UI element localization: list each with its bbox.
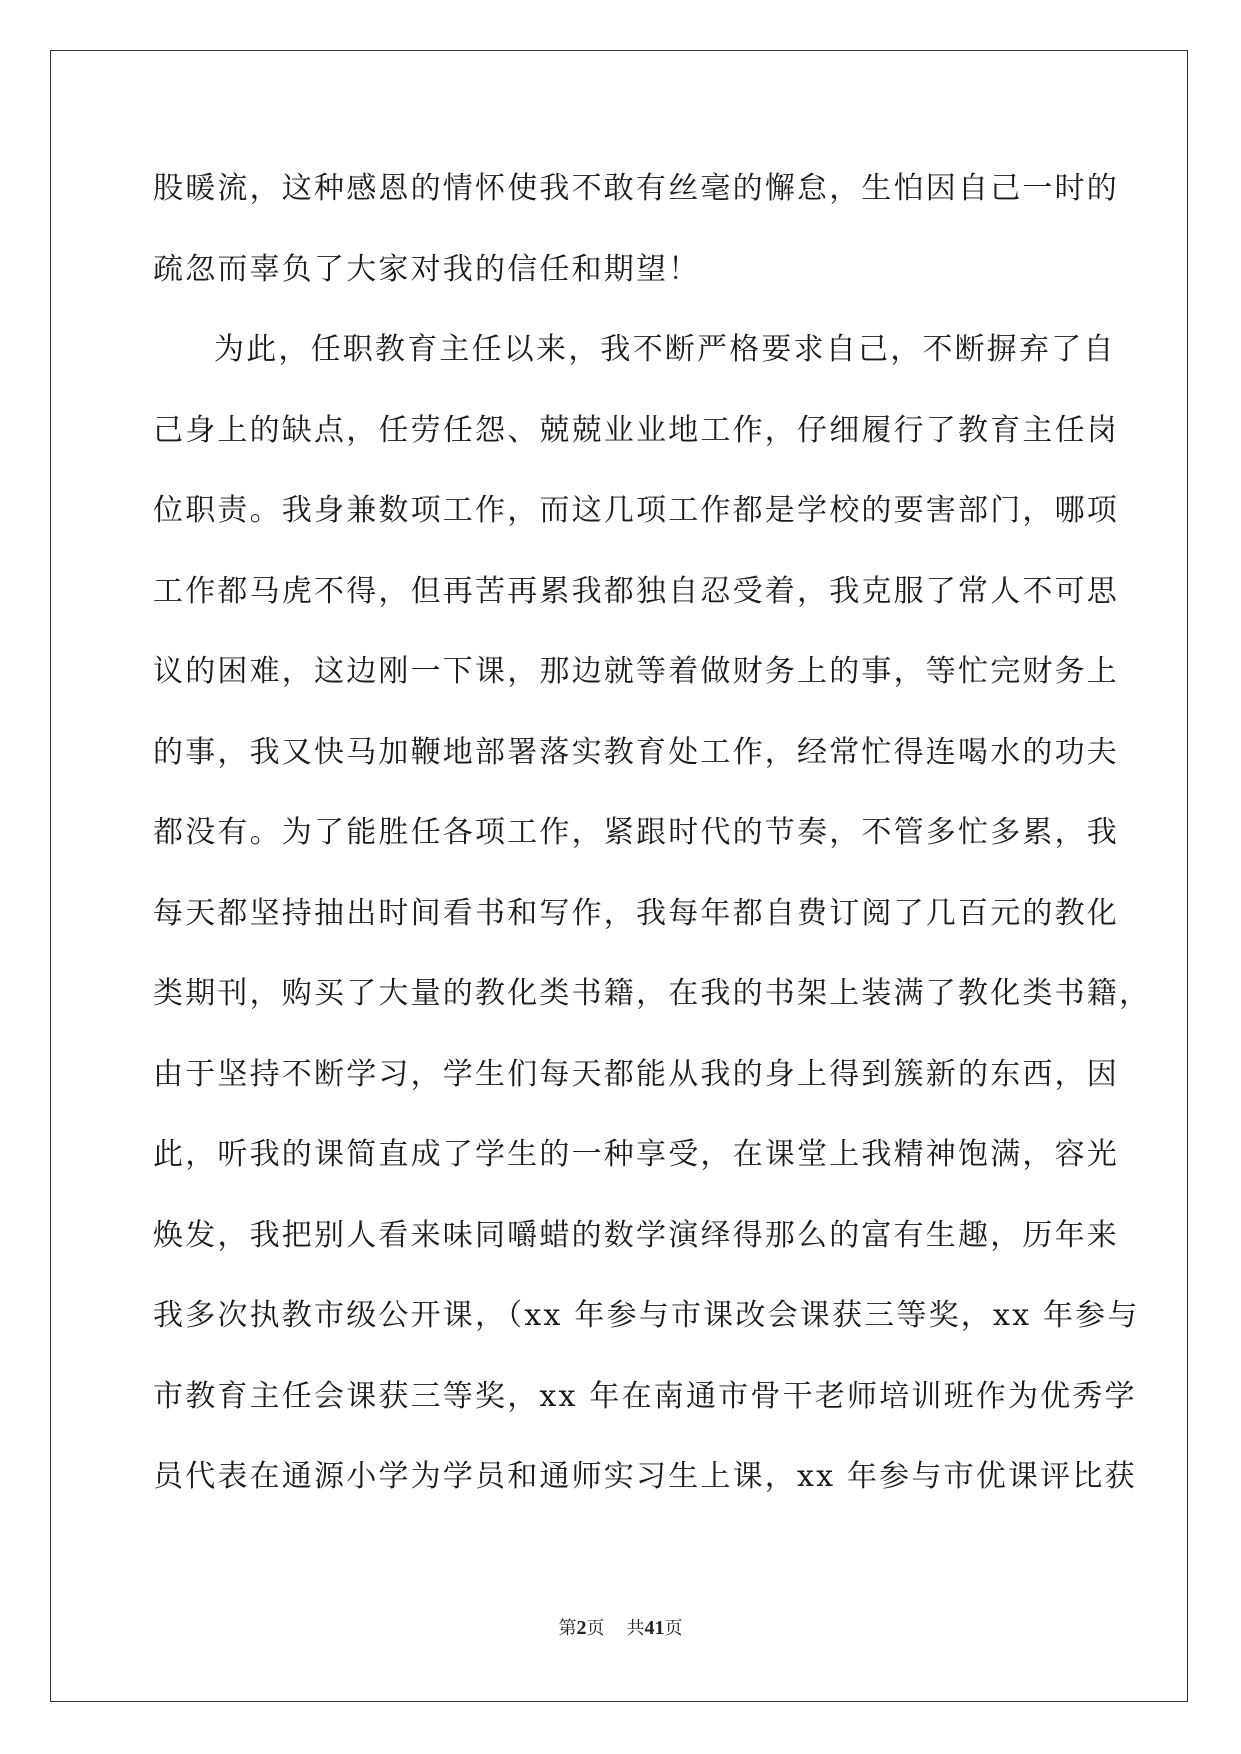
text-line: 此，听我的课简直成了学生的一种享受，在课堂上我精神饱满，容光: [153, 1137, 1119, 1172]
document-body: [153, 160, 1152, 1529]
text-line: 工作都马虎不得，但再苦再累我都独自忍受着，我克服了常人不可思: [153, 573, 1119, 609]
text-line: 疏忽而辜负了大家对我的信任和期望！: [153, 251, 701, 287]
text-line: 位职责。我身兼数项工作，而这几项工作都是学校的要害部门，哪项: [153, 493, 1119, 528]
text-line: 每天都坚持抽出时间看书和写作，我每年都自费订阅了几百元的教化: [153, 895, 1119, 931]
total-prefix: 共: [626, 1618, 645, 1639]
total-suffix: 页: [664, 1618, 683, 1639]
text-line: 由于坚持不断学习，学生们每天都能从我的身上得到簇新的东西，因: [153, 1056, 1119, 1092]
text-line: 市教育主任会课获三等奖，xx 年在南通市骨干老师培训班作为优秀学: [153, 1378, 1137, 1414]
text-line: 类期刊，购买了大量的教化类书籍，在我的书架上装满了教化类书籍，: [153, 976, 1152, 1011]
text-line: 都没有。为了能胜任各项工作，紧跟时代的节奏，不管多忙多累，我: [153, 815, 1119, 850]
text-line: 员代表在通源小学为学员和通师实习生上课，xx 年参与市优课评比获: [153, 1459, 1137, 1494]
page-number: 2: [576, 1617, 587, 1639]
text-line: 我多次执教市级公开课，（xx 年参与市课改会课获三等奖，xx 年参与: [153, 1298, 1140, 1333]
text-line: 己身上的缺点，任劳任怨、兢兢业业地工作，仔细履行了教育主任岗: [153, 412, 1119, 448]
text-line: 股暖流，这种感恩的情怀使我不敢有丝毫的懈怠，生怕因自己一时的: [153, 171, 1119, 206]
page-suffix: 页: [586, 1618, 605, 1639]
text-line: 焕发，我把别人看来味同嚼蜡的数学演绎得那么的富有生趣，历年来: [153, 1217, 1119, 1253]
text-line: 的事，我又快马加鞭地部署落实教育处工作，经常忙得连喝水的功夫: [153, 734, 1119, 770]
page-prefix: 第: [558, 1618, 577, 1639]
text-line: 为此，任职教育主任以来，我不断严格要求自己，不断摒弃了自: [214, 332, 1116, 367]
text-line: 议的困难，这边刚一下课，那边就等着做财务上的事，等忙完财务上: [153, 654, 1119, 689]
total-pages: 41: [644, 1617, 665, 1639]
page-footer: [0, 1616, 1241, 1641]
